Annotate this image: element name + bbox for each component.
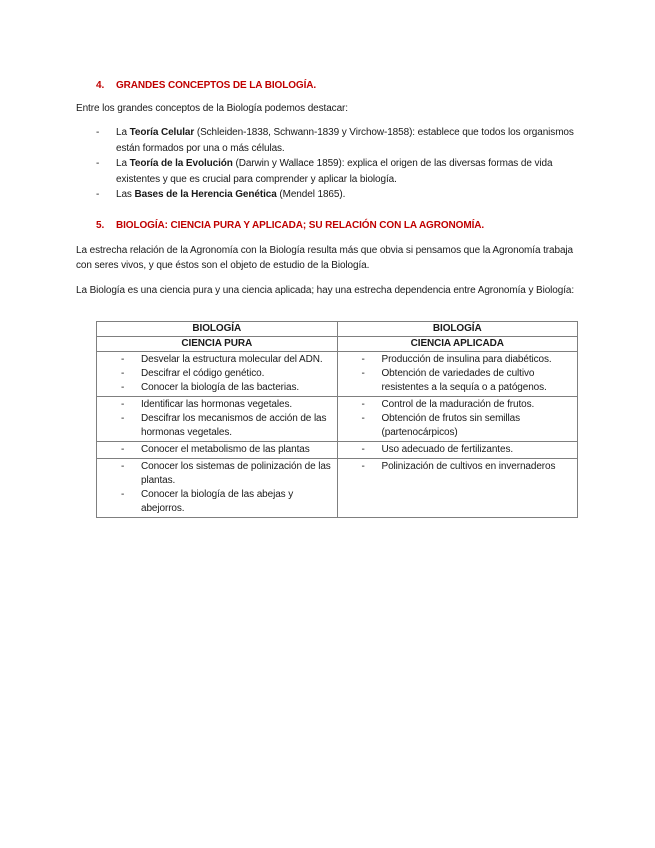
concept-item: - Las Bases de la Herencia Genética (Mendel 1865). bbox=[96, 189, 346, 200]
table-header-right: BIOLOGÍA bbox=[337, 322, 578, 337]
pure-list bbox=[97, 459, 337, 517]
pure-list bbox=[97, 352, 337, 396]
concept-item: - La Teoría Celular (Schleiden-1838, Schwann-1839 y Virchow-1858): establece que todos los organismos están formados por una o más células. bbox=[96, 127, 574, 154]
pure-science-cell bbox=[97, 397, 338, 442]
pure-list bbox=[97, 397, 337, 441]
table-row bbox=[97, 442, 578, 459]
pure-list bbox=[97, 442, 337, 458]
table-header-left: BIOLOGÍA bbox=[97, 322, 338, 337]
list-item: - Conocer la biología de las abejas y abejorros. bbox=[121, 489, 294, 514]
section-5-paragraph-2: La Biología es una ciencia pura y una ciencia aplicada; hay una estrecha dependencia entre Agronomía y Biología: bbox=[76, 285, 575, 296]
list-item: - Control de la maduración de frutos. bbox=[361, 399, 535, 410]
section-4-intro: Entre los grandes conceptos de la Biología podemos destacar: bbox=[76, 103, 348, 114]
pure-science-cell bbox=[97, 459, 338, 518]
list-item: - Conocer el metabolismo de las plantas bbox=[121, 444, 310, 455]
list-item: - Polinización de cultivos en invernaderos bbox=[361, 461, 556, 472]
table-row bbox=[97, 352, 578, 397]
table-subheader-pure: CIENCIA PURA bbox=[97, 337, 338, 352]
section-4-number: 4. bbox=[96, 80, 105, 91]
pure-science-cell bbox=[97, 352, 338, 397]
applied-science-cell bbox=[337, 352, 578, 397]
list-item: - Descifrar el código genético. bbox=[121, 368, 265, 379]
applied-list bbox=[338, 459, 578, 475]
applied-list bbox=[338, 352, 578, 396]
list-item: - Producción de insulina para diabéticos. bbox=[361, 354, 552, 365]
list-item: - Identificar las hormonas vegetales. bbox=[121, 399, 293, 410]
list-item: - Obtención de frutos sin semillas (partenocárpicos) bbox=[361, 413, 521, 438]
concepts-list bbox=[96, 125, 582, 203]
section-5-number: 5. bbox=[96, 220, 105, 231]
table-body bbox=[97, 352, 578, 518]
table-row bbox=[97, 397, 578, 442]
applied-list bbox=[338, 397, 578, 441]
table-subheader-applied: CIENCIA APLICADA bbox=[337, 337, 578, 352]
list-item: - Desvelar la estructura molecular del ADN. bbox=[121, 354, 323, 365]
applied-list bbox=[338, 442, 578, 458]
pure-science-cell bbox=[97, 442, 338, 459]
list-item: - Conocer los sistemas de polinización de las plantas. bbox=[121, 461, 331, 486]
list-item: - Descifrar los mecanismos de acción de las hormonas vegetales. bbox=[121, 413, 327, 438]
table-row bbox=[97, 459, 578, 518]
concept-item: - La Teoría de la Evolución (Darwin y Wallace 1859): explica el origen de las diversas formas de vida existentes y que es crucial para comprender y aplicar la biología. bbox=[96, 158, 553, 185]
applied-science-cell bbox=[337, 397, 578, 442]
list-item: - Uso adecuado de fertilizantes. bbox=[361, 444, 514, 455]
section-4-title: GRANDES CONCEPTOS DE LA BIOLOGÍA. bbox=[116, 80, 317, 91]
list-item: - Conocer la biología de las bacterias. bbox=[121, 382, 300, 393]
list-item: - Obtención de variedades de cultivo resistentes a la sequía o a patógenos. bbox=[361, 368, 547, 393]
biology-table bbox=[96, 321, 578, 518]
section-5-paragraph-1: La estrecha relación de la Agronomía con la Biología resulta más que obvia si pensamos que la Agronomía trabaja con seres vivos, y que éstos son el objeto de estudio de la Biología. bbox=[76, 245, 573, 271]
applied-science-cell bbox=[337, 459, 578, 518]
section-4-heading bbox=[96, 80, 316, 91]
section-5-title: BIOLOGÍA: CIENCIA PURA Y APLICADA; SU RELACIÓN CON LA AGRONOMÍA. bbox=[116, 220, 485, 231]
section-5-heading bbox=[96, 220, 484, 231]
applied-science-cell bbox=[337, 442, 578, 459]
